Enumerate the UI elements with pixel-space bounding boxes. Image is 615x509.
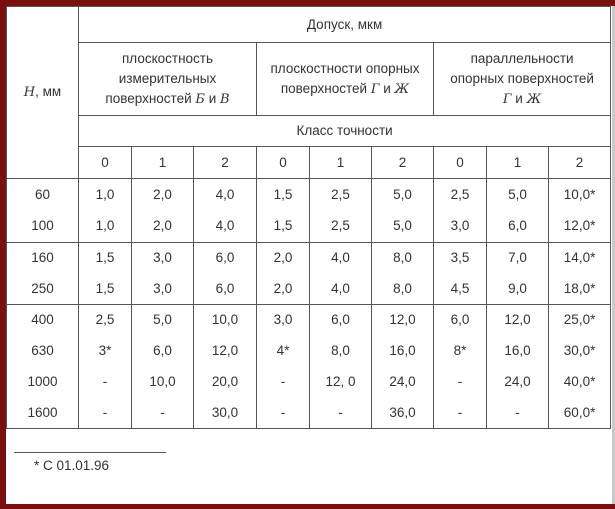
height-cell: 630 [7, 336, 79, 367]
value-cell: 12,0 [194, 336, 257, 367]
value-cell: 4,0 [310, 243, 372, 274]
value-cell: 3,0 [434, 211, 487, 243]
value-cell: - [257, 398, 310, 429]
value-cell: 12, 0 [310, 367, 372, 398]
value-cell: 30,0 [194, 398, 257, 429]
accuracy-class-header: Класс точности [79, 116, 611, 147]
table-row [7, 274, 611, 305]
value-cell: 5,0 [372, 179, 434, 211]
value-cell: 1,5 [257, 211, 310, 243]
group-header-parallelism: параллельности опорных поверхностей Г и Ж [434, 43, 611, 116]
footnote: * С 01.01.96 [34, 458, 110, 473]
class-cell: 1 [310, 147, 372, 179]
value-cell: - [132, 398, 194, 429]
value-cell: 12,0 [487, 305, 549, 336]
value-cell: 2,5 [310, 179, 372, 211]
value-cell: 2,0 [132, 211, 194, 243]
value-cell: 1,5 [79, 274, 132, 305]
value-cell: 2,5 [310, 211, 372, 243]
value-cell: 6,0 [434, 305, 487, 336]
value-cell: 12,0* [549, 211, 611, 243]
value-cell: 3,0 [132, 274, 194, 305]
value-cell: - [487, 398, 549, 429]
height-cell: 60 [7, 179, 79, 211]
value-cell: 16,0 [487, 336, 549, 367]
height-cell: 100 [7, 211, 79, 243]
value-cell: 1,0 [79, 179, 132, 211]
class-cell: 0 [257, 147, 310, 179]
value-cell: 5,0 [372, 211, 434, 243]
value-cell: 6,0 [132, 336, 194, 367]
value-cell: - [310, 398, 372, 429]
value-cell: 4,0 [194, 179, 257, 211]
value-cell: 8,0 [310, 336, 372, 367]
value-cell: 6,0 [487, 211, 549, 243]
value-cell: 14,0* [549, 243, 611, 274]
height-cell: 250 [7, 274, 79, 305]
value-cell: 2,0 [132, 179, 194, 211]
value-cell: 20,0 [194, 367, 257, 398]
value-cell: 6,0 [194, 243, 257, 274]
value-cell: 5,0 [487, 179, 549, 211]
value-cell: - [434, 398, 487, 429]
class-cell: 1 [132, 147, 194, 179]
table-row [7, 305, 611, 336]
value-cell: 4,0 [194, 211, 257, 243]
class-cell: 1 [487, 147, 549, 179]
value-cell: 2,0 [257, 274, 310, 305]
value-cell: 2,5 [79, 305, 132, 336]
value-cell: 1,5 [257, 179, 310, 211]
table-row [7, 179, 611, 211]
value-cell: 1,0 [79, 211, 132, 243]
value-cell: 8,0 [372, 274, 434, 305]
value-cell: 2,0 [257, 243, 310, 274]
table-row [7, 398, 611, 429]
table-row [7, 367, 611, 398]
class-cell: 0 [79, 147, 132, 179]
height-cell: 1000 [7, 367, 79, 398]
group-header-flatness-support: плоскостности опорных поверхностей Г и Ж [257, 43, 434, 116]
value-cell: 6,0 [194, 274, 257, 305]
value-cell: 5,0 [132, 305, 194, 336]
value-cell: 2,5 [434, 179, 487, 211]
value-cell: 10,0* [549, 179, 611, 211]
value-cell: 8,0 [372, 243, 434, 274]
value-cell: 3,5 [434, 243, 487, 274]
value-cell: - [434, 367, 487, 398]
value-cell: 40,0* [549, 367, 611, 398]
value-cell: 16,0 [372, 336, 434, 367]
value-cell: 6,0 [310, 305, 372, 336]
value-cell: 3,0 [257, 305, 310, 336]
tolerance-table [6, 6, 611, 429]
value-cell: 25,0* [549, 305, 611, 336]
value-cell: - [257, 367, 310, 398]
value-cell: 12,0 [372, 305, 434, 336]
footnote-rule [14, 452, 166, 453]
value-cell: 4,5 [434, 274, 487, 305]
group-header-flatness-measuring: плоскостность измерительных поверхностей Б и В [79, 43, 257, 116]
tolerance-header: Допуск, мкм [79, 7, 611, 43]
table-row [7, 243, 611, 274]
value-cell: 36,0 [372, 398, 434, 429]
value-cell: 18,0* [549, 274, 611, 305]
class-cell: 0 [434, 147, 487, 179]
value-cell: 24,0 [487, 367, 549, 398]
value-cell: 3,0 [132, 243, 194, 274]
table-row [7, 211, 611, 243]
value-cell: - [79, 398, 132, 429]
value-cell: 30,0* [549, 336, 611, 367]
value-cell: 3* [79, 336, 132, 367]
value-cell: 1,5 [79, 243, 132, 274]
class-cell: 2 [194, 147, 257, 179]
height-cell: 1600 [7, 398, 79, 429]
value-cell: 4* [257, 336, 310, 367]
value-cell: 10,0 [132, 367, 194, 398]
height-cell: 400 [7, 305, 79, 336]
height-header: H, мм [7, 7, 79, 179]
value-cell: 7,0 [487, 243, 549, 274]
value-cell: 4,0 [310, 274, 372, 305]
value-cell: 24,0 [372, 367, 434, 398]
value-cell: 8* [434, 336, 487, 367]
class-cell: 2 [549, 147, 611, 179]
value-cell: 10,0 [194, 305, 257, 336]
value-cell: - [79, 367, 132, 398]
table-row [7, 336, 611, 367]
value-cell: 60,0* [549, 398, 611, 429]
value-cell: 9,0 [487, 274, 549, 305]
height-cell: 160 [7, 243, 79, 274]
class-cell: 2 [372, 147, 434, 179]
